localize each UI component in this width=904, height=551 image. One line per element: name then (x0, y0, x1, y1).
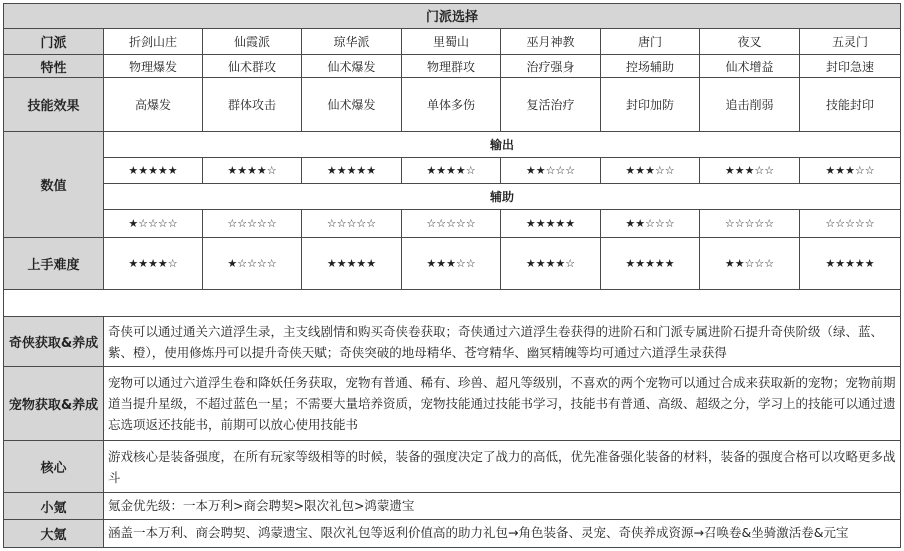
skill-cell: 高爆发 (104, 78, 203, 132)
trait-cell: 仙术增益 (700, 54, 800, 78)
sect-name: 唐门 (601, 28, 700, 54)
sect-name: 里蜀山 (402, 28, 501, 54)
output-rating: ★★★☆☆ (601, 158, 700, 184)
difficulty-rating: ★★★★☆ (501, 237, 601, 290)
difficulty-rating: ★★★★★ (302, 237, 402, 290)
small-spender-description: 氪金优先级：一本万利>商会聘契>限次礼包>鸿蒙遗宝 (104, 493, 901, 520)
skill-cell: 技能封印 (800, 78, 901, 132)
support-rating: ☆☆☆☆☆ (203, 209, 302, 237)
output-rating: ★★★★☆ (402, 158, 501, 184)
support-rating: ★★★★★ (501, 209, 601, 237)
output-rating: ★★★★★ (104, 158, 203, 184)
difficulty-rating: ★★★★★ (800, 237, 901, 290)
output-rating: ★★☆☆☆ (501, 158, 601, 184)
difficulty-rating: ★★★★☆ (104, 237, 203, 290)
support-rating: ☆☆☆☆☆ (800, 209, 901, 237)
pet-description: 宠物可以通过六道浮生卷和降妖任务获取，宠物有普通、稀有、珍兽、超凡等级别，不喜欢的两个宠物可以通过合成来获取新的宠物；宠物前期道当提升星级，不超过蓝色一星；不需要大量培养资质，宠物技能通过技能书学习，技能书有普通、高级、超级之分，学习上的技能可以通过遗忘选项返还技能书，前期可以放心使用技能书 (104, 366, 901, 440)
support-rating: ☆☆☆☆☆ (700, 209, 800, 237)
row-label-big-spender: 大氪 (4, 519, 104, 547)
trait-cell: 封印急速 (800, 54, 901, 78)
trait-cell: 仙术群攻 (203, 54, 302, 78)
support-rating: ★★☆☆☆ (601, 209, 700, 237)
trait-cell: 治疗强身 (501, 54, 601, 78)
sect-name: 仙霞派 (203, 28, 302, 54)
row-label-small-spender: 小氪 (4, 493, 104, 520)
skill-cell: 复活治疗 (501, 78, 601, 132)
sect-name: 五灵门 (800, 28, 901, 54)
output-rating: ★★★★☆ (203, 158, 302, 184)
skill-cell: 单体多伤 (402, 78, 501, 132)
difficulty-rating: ★★★☆☆ (402, 237, 501, 290)
companion-description: 奇侠可以通过通关六道浮生录，主支线剧情和购买奇侠卷获取；奇侠通过六道浮生卷获得的进阶石和门派专属进阶石提升奇侠阶级（绿、蓝、紫、橙），使用修炼丹可以提升奇侠天赋；奇侠突破的地母精华、苍穹精华、幽冥精魄等均可通过六道浮生录获得 (104, 317, 901, 367)
row-label-companion: 奇侠获取&养成 (4, 317, 104, 367)
output-subheader: 输出 (104, 132, 901, 158)
support-rating: ☆☆☆☆☆ (402, 209, 501, 237)
skill-cell: 封印加防 (601, 78, 700, 132)
difficulty-rating: ★☆☆☆☆ (203, 237, 302, 290)
big-spender-description: 涵盖一本万利、商会聘契、鸿蒙遗宝、限次礼包等返利价值高的助力礼包→角色装备、灵宠、奇侠养成资源→召唤卷&坐骑激活卷&元宝 (104, 519, 901, 547)
support-rating: ☆☆☆☆☆ (302, 209, 402, 237)
skill-cell: 追击削弱 (700, 78, 800, 132)
core-description: 游戏核心是装备强度，在所有玩家等级相等的时候，装备的强度决定了战力的高低，优先准备强化装备的材料，装备的强度合格可以攻略更多战斗 (104, 441, 901, 493)
row-label-sect: 门派 (4, 28, 104, 54)
sect-name: 琼华派 (302, 28, 402, 54)
spacer-row (4, 290, 901, 317)
sect-name: 折剑山庄 (104, 28, 203, 54)
row-label-skill: 技能效果 (4, 78, 104, 132)
support-rating: ★☆☆☆☆ (104, 209, 203, 237)
skill-cell: 仙术爆发 (302, 78, 402, 132)
trait-cell: 仙术爆发 (302, 54, 402, 78)
row-label-values: 数值 (4, 132, 104, 237)
output-rating: ★★★☆☆ (800, 158, 901, 184)
sect-name: 夜叉 (700, 28, 800, 54)
sect-selection-table (3, 3, 901, 548)
difficulty-rating: ★★☆☆☆ (700, 237, 800, 290)
row-label-difficulty: 上手难度 (4, 237, 104, 290)
trait-cell: 控场辅助 (601, 54, 700, 78)
skill-cell: 群体攻击 (203, 78, 302, 132)
output-rating: ★★★☆☆ (700, 158, 800, 184)
trait-cell: 物理群攻 (402, 54, 501, 78)
row-label-core: 核心 (4, 441, 104, 493)
difficulty-rating: ★★★★★ (601, 237, 700, 290)
row-label-trait: 特性 (4, 54, 104, 78)
sect-name: 巫月神教 (501, 28, 601, 54)
output-rating: ★★★★★ (302, 158, 402, 184)
row-label-pet: 宠物获取&养成 (4, 366, 104, 440)
support-subheader: 辅助 (104, 183, 901, 209)
table-title: 门派选择 (4, 4, 901, 29)
trait-cell: 物理爆发 (104, 54, 203, 78)
